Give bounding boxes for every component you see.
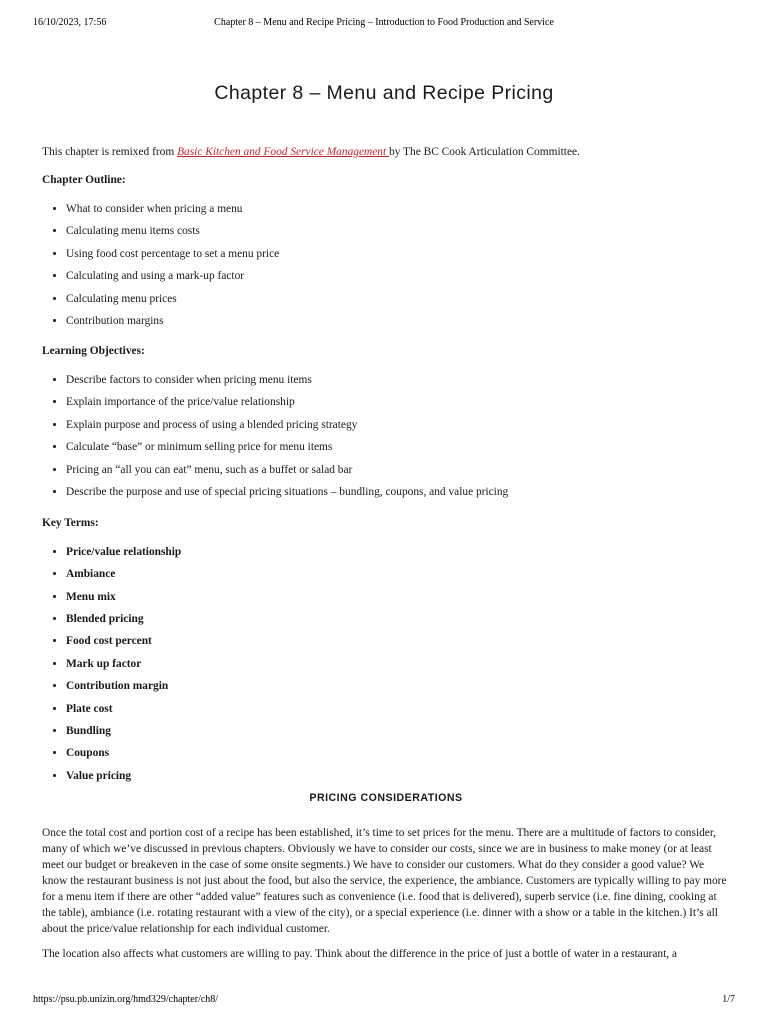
objective-item: • Pricing an “all you can eat” menu, such as a buffet or salad bar [66,462,730,478]
print-footer [33,994,735,1006]
objective-item: • Calculate “base” or minimum selling price for menu items [66,439,730,455]
remix-suffix: by The BC Cook Articulation Committee. [389,146,580,158]
key-term-item: • Coupons [66,745,730,761]
pricing-considerations-heading: PRICING CONSIDERATIONS [309,792,463,805]
chapter-outline-heading: Chapter Outline: [42,174,126,186]
outline-item: • Calculating menu items costs [66,223,730,239]
remix-prefix: This chapter is remixed from [42,146,178,158]
outline-item: • What to consider when pricing a menu [66,201,730,217]
key-term-item: • Menu mix [66,589,730,605]
body-paragraph: The location also affects what customers are willing to pay. Think about the difference in the price of just a bottle of water in a restaurant, a [42,948,678,961]
chapter-outline-list [42,201,730,329]
outline-item: • Using food cost percentage to set a menu price [66,246,730,262]
outline-item: • Contribution margins [66,313,730,329]
print-datetime: 16/10/2023, 17:56 [33,17,107,28]
outline-item: • Calculating and using a mark-up factor [66,268,730,284]
learning-objectives-heading: Learning Objectives: [42,344,145,357]
key-term-item: • Bundling [66,723,730,739]
key-term-item: • Food cost percent [66,633,730,649]
key-term-item: • Price/value relationship [66,544,730,560]
chapter-content [42,144,730,971]
key-terms-heading: Key Terms: [42,516,99,529]
objective-item: • Describe factors to consider when pricing menu items [66,372,730,388]
key-term-item: • Blended pricing [66,611,730,627]
key-term-item: • Ambiance [66,566,730,582]
learning-objectives-list [42,372,730,500]
objective-item: • Describe the purpose and use of special pricing situations – bundling, coupons, and value pricing [66,484,730,500]
page-number: 1/7 [722,994,735,1005]
key-term-item: • Plate cost [66,701,730,717]
chapter-title: Chapter 8 – Menu and Recipe Pricing [214,82,554,104]
print-header [33,17,735,29]
objective-item: • Explain purpose and process of using a blended pricing strategy [66,417,730,433]
key-term-item: • Contribution margin [66,678,730,694]
body-paragraph: Once the total cost and portion cost of a recipe has been established, it’s time to set prices for the menu. There are a multitude of factors to consider, many of which we’ve discussed in previous chapters. Obviously we have to consider our costs, since we are in business to make money (or at least meet our budget or breakeven in the case of some onsite segments.) We have to consider our customers. What do they consider a good value? We know the restaurant business is not just about the food, but also the service, the experience, the ambiance. Customers are typically willing to pay more for a menu item if there are other “added value” features such as convenience (i.e. food that is delivered), superb service (i.e. fine dining, cooking at the table), ambiance (i.e. rotating restaurant with a view of the city), or a special experience (i.e. dinner with a show or a table in the kitchen.) It’s all about the price/value relationship for each individual customer. [42,827,727,936]
key-term-item: • Value pricing [66,768,730,784]
outline-item: • Calculating menu prices [66,291,730,307]
remix-notice [42,144,730,160]
objective-item: • Explain importance of the price/value relationship [66,394,730,410]
page-url: https://psu.pb.unizin.org/hmd329/chapter/ch8/ [33,994,219,1005]
key-term-item: • Mark up factor [66,656,730,672]
source-book-link[interactable]: Basic Kitchen and Food Service Management [177,146,390,158]
print-page-title: Chapter 8 – Menu and Recipe Pricing – Introduction to Food Production and Service [214,17,554,28]
key-terms-list [42,544,730,784]
